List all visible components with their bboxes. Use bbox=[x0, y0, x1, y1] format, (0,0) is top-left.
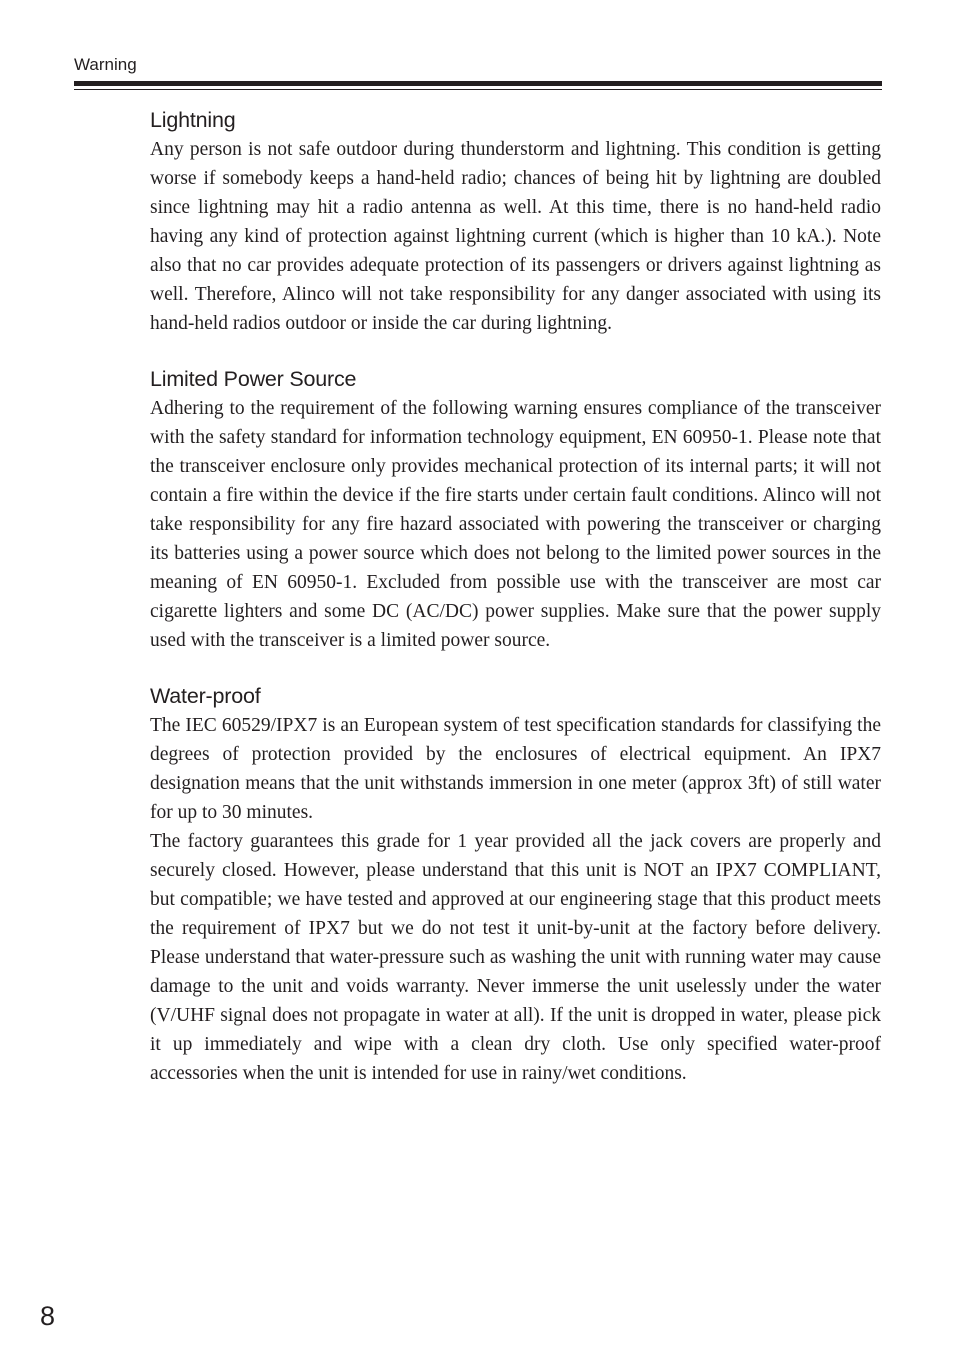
section-heading: Limited Power Source bbox=[150, 367, 357, 391]
running-header-title: Warning bbox=[74, 55, 137, 74]
section-heading: Water-proof bbox=[150, 684, 261, 708]
section-paragraph: Adhering to the requirement of the following warning ensures compliance of the transceiver with the safety standard for information technology equipment, EN 60950-1. Please note that the transceiver enclosure only provides mechanical protection of its internal parts; it will not contain a fire within the device if the fire starts under certain fault conditions. Alinco will not take responsibility for any fire hazard associated with powering the transceiver or charging its batteries using a power source which does not belong to the limited power sources in the meaning of EN 60950-1. Excluded from possible use with the transceiver are most car cigarette lighters and some DC (AC/DC) power supplies. Make sure that the power supply used with the transceiver is a limited power source. bbox=[150, 398, 881, 651]
section-paragraph: The factory guarantees this grade for 1 year provided all the jack covers are properly and securely closed. However, please understand that this unit is NOT an IPX7 COMPLIANT, but compatible; we have tested and approved at our engineering stage that this product meets the requirement of IPX7 but we do not test it unit-by-unit at the factory before delivery. Please understand that water-pressure such as washing the unit with running water may cause damage to the unit and voids warranty. Never immerse the unit uselessly under the water (V/UHF signal does not propagate in water at all). If the unit is dropped in water, please pick it up immediately and wipe with a clean dry cloth. Use only specified water-proof accessories when the unit is intended for use in rainy/wet conditions. bbox=[150, 831, 881, 1084]
header-rule-thin bbox=[74, 89, 882, 90]
section-heading: Lightning bbox=[150, 108, 236, 132]
section-lightning bbox=[150, 105, 881, 338]
page-body bbox=[150, 105, 881, 1088]
section-limited-power-source bbox=[150, 364, 881, 655]
section-paragraph: Any person is not safe outdoor during thunderstorm and lightning. This condition is getting worse if somebody keeps a hand-held radio; chances of being hit by lightning are doubled since lightning may hit a radio antenna as well. At this time, there is no hand-held radio having any kind of protection against lightning current (which is higher than 10 kA.). Note also that no car provides adequate protection of its passengers or drivers against lightning as well. Therefore, Alinco will not take responsibility for any danger associated with using its hand-held radios outdoor or inside the car during lightning. bbox=[150, 139, 881, 334]
section-paragraph: The IEC 60529/IPX7 is an European system of test specification standards for classifying the degrees of protection provided by the enclosures of electrical equipment. An IPX7 designation means that the unit withstands immersion in one meter (approx 3ft) of still water for up to 30 minutes. bbox=[150, 715, 881, 823]
section-water-proof bbox=[150, 681, 881, 1088]
header-rule-thick bbox=[74, 81, 882, 86]
page-number: 8 bbox=[40, 1301, 56, 1331]
